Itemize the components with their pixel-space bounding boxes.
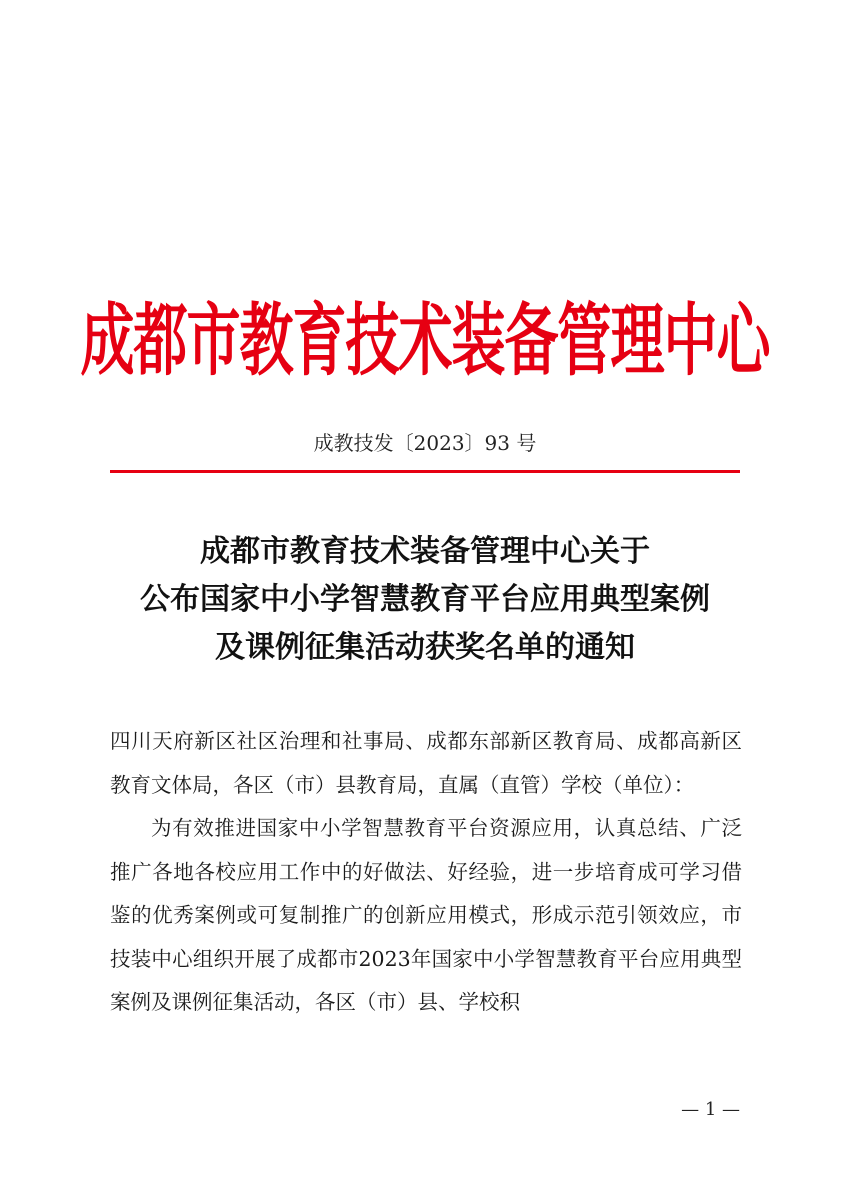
- document-number: 成教技发〔2023〕93 号: [313, 431, 537, 455]
- red-divider-line: [110, 470, 740, 473]
- document-title: [60, 528, 790, 672]
- document-body: [110, 720, 742, 1025]
- page-number: — 1 —: [681, 1099, 740, 1120]
- title-line-3: 及课例征集活动获奖名单的通知: [215, 630, 635, 665]
- body-paragraph: 为有效推进国家中小学智慧教育平台资源应用，认真总结、广泛推广各地各校应用工作中的好做法、好经验，进一步培育成可学习借鉴的优秀案例或可复制推广的创新应用模式，形成示范引领效应，市技装中心组织开展了成都市2023年国家中小学智慧教育平台应用典型案例及课例征集活动，各区（市）县、学校积: [110, 816, 742, 1014]
- title-line-2: 公布国家中小学智慧教育平台应用典型案例: [140, 582, 710, 617]
- issuer-masthead: 成都市教育技术装备管理中心: [80, 293, 770, 387]
- salutation: 四川天府新区社区治理和社事局、成都东部新区教育局、成都高新区教育文体局，各区（市）县教育局，直属（直管）学校（单位）：: [110, 729, 742, 797]
- title-line-1: 成都市教育技术装备管理中心关于: [200, 534, 650, 569]
